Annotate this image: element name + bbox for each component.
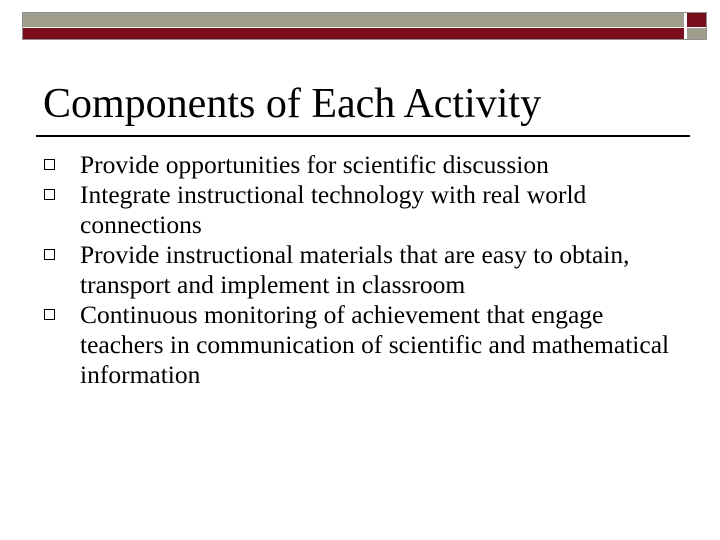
hollow-square-icon (44, 249, 55, 260)
hollow-square-icon (44, 159, 55, 170)
bullet-item (44, 300, 684, 390)
hollow-square-icon (44, 309, 55, 320)
slide-title: Components of Each Activity (43, 81, 542, 127)
header-corner-red-block (687, 13, 706, 27)
header-red-band (23, 28, 684, 39)
bullet-text: Provide opportunities for scientific discussion (80, 150, 549, 179)
bullet-item (44, 180, 684, 240)
title-underline-divider (36, 135, 690, 137)
header-corner-gray-block (687, 28, 706, 39)
bullet-text: Provide instructional materials that are easy to obtain, transport and implement in classroom (80, 240, 630, 299)
header-gray-band (23, 13, 684, 27)
bullet-item (44, 150, 684, 180)
hollow-square-icon (44, 189, 55, 200)
bullet-text: Continuous monitoring of achievement that engage teachers in communication of scientific and mathematical information (80, 300, 670, 389)
bullet-list (44, 150, 684, 390)
bullet-text: Integrate instructional technology with real world connections (80, 180, 587, 239)
bullet-item (44, 240, 684, 300)
